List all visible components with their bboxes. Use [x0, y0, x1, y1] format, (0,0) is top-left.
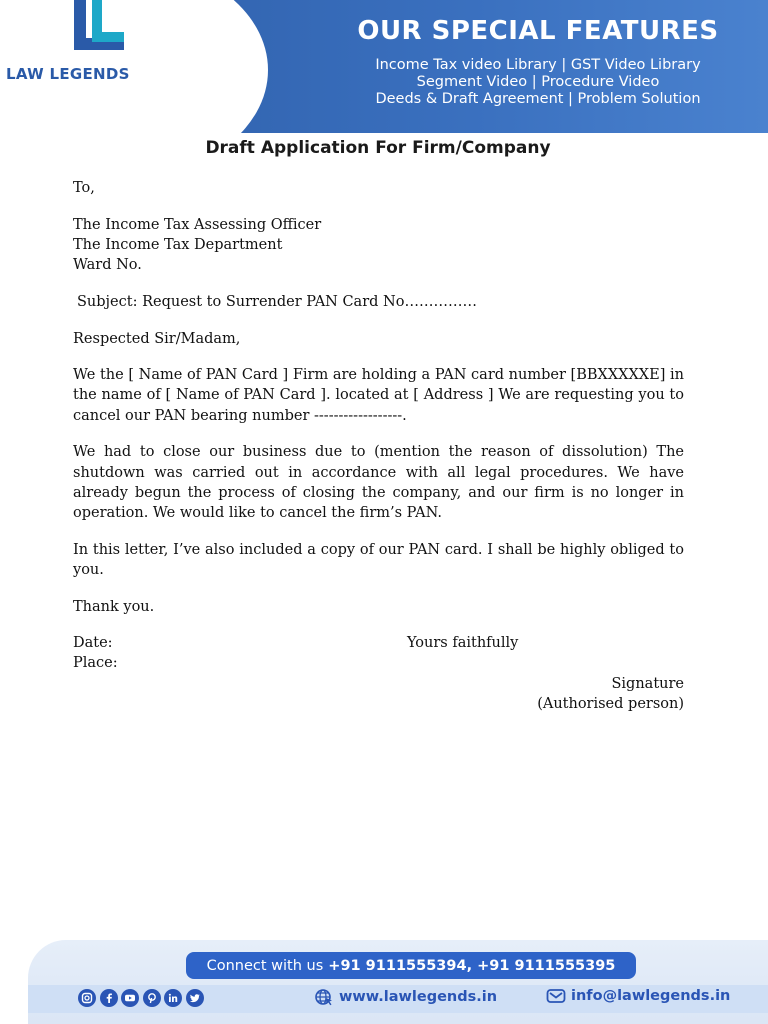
- email-icon: [546, 988, 566, 1004]
- letter-body: [73, 178, 684, 714]
- email-text: info@lawlegends.in: [571, 988, 731, 1004]
- website-text: www.lawlegends.in: [339, 989, 498, 1005]
- document-title: Draft Application For Firm/Company: [205, 138, 551, 158]
- signature-label: Signature: [611, 675, 684, 692]
- phone-numbers: +91 9111555394, +91 9111555395: [328, 957, 616, 974]
- subject-line: Subject: Request to Surrender PAN Card No……………: [77, 293, 477, 310]
- to-line: To,: [73, 180, 95, 196]
- address-line: Ward No.: [73, 257, 142, 274]
- recipient-address: [73, 215, 684, 276]
- website-link[interactable]: [313, 988, 497, 1006]
- authorised-person-label: (Authorised person): [537, 695, 684, 712]
- feature-line: Income Tax video Library | GST Video Library: [375, 57, 701, 73]
- facebook-icon[interactable]: [100, 989, 118, 1007]
- place-label: Place:: [73, 655, 118, 672]
- paragraph-3: In this letter, I’ve also included a copy of our PAN card. I shall be highly obliged to you.: [73, 541, 684, 578]
- instagram-icon[interactable]: [78, 989, 96, 1007]
- closing-text: Yours faithfully: [407, 635, 519, 652]
- law-legends-logo-icon: [46, 0, 126, 60]
- thanks-line: Thank you.: [73, 598, 155, 615]
- connect-button[interactable]: [186, 952, 636, 979]
- date-row: [73, 633, 684, 653]
- date-label: Date:: [73, 635, 113, 652]
- feature-line: Segment Video | Procedure Video: [416, 74, 660, 90]
- address-line: The Income Tax Department: [73, 236, 283, 253]
- paragraph-1: We the [ Name of PAN Card ] Firm are holding a PAN card number [BBXXXXXE] in the name of [ Name of PAN Card ]. located at [ Address ] We are requesting you to cancel our PAN bearing number ------------------.: [73, 367, 684, 424]
- social-icons: [78, 989, 204, 1007]
- twitter-icon[interactable]: [186, 989, 204, 1007]
- email-link[interactable]: [546, 988, 730, 1004]
- header-banner: [6, 0, 768, 133]
- connect-label: Connect with us: [206, 957, 324, 974]
- place-row: [73, 653, 684, 673]
- linkedin-icon[interactable]: [164, 989, 182, 1007]
- pinterest-icon[interactable]: [143, 989, 161, 1007]
- features-list: [318, 57, 758, 108]
- feature-line: Deeds & Draft Agreement | Problem Solution: [375, 91, 701, 107]
- brand-name: LAW LEGENDS: [6, 65, 130, 83]
- address-line: The Income Tax Assessing Officer: [73, 216, 322, 233]
- salutation: Respected Sir/Madam,: [73, 330, 241, 347]
- youtube-icon[interactable]: [121, 989, 139, 1007]
- paragraph-2: We had to close our business due to (mention the reason of dissolution) The shutdown was carried out in accordance with all legal procedures. We have already begun the process of closing the company, and our firm is no longer in operation. We would like to cancel the firm’s PAN.: [73, 444, 684, 521]
- globe-icon: [313, 988, 335, 1006]
- header-title: OUR SPECIAL FEATURES: [357, 16, 719, 46]
